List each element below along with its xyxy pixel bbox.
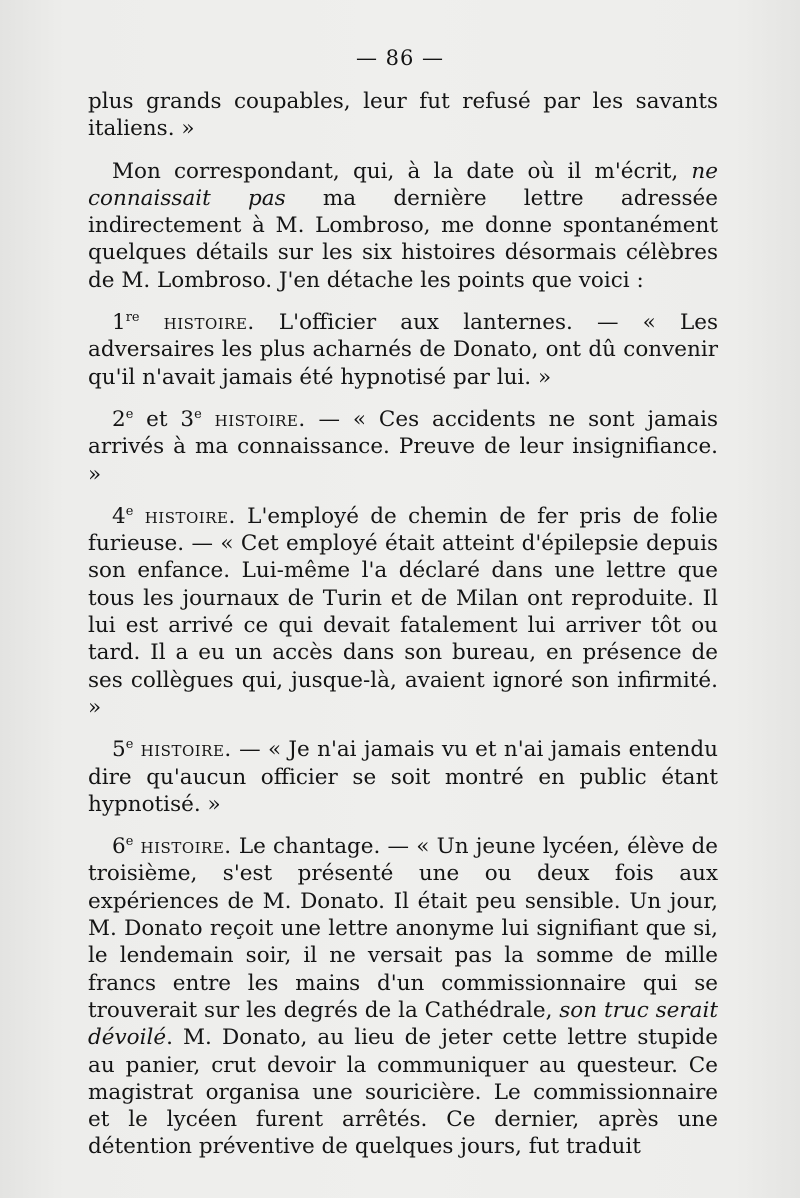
page-number: — 86 — [355,46,445,70]
paragraph-continuation: plus grands coupables, leur fut refusé par les savants italiens. » [88,89,718,142]
histoire-label: histoire. [214,406,306,432]
text-run: Le chantage. — « Un jeune lycéen, élève de troisième, s'est présenté une ou deux fois aux expériences de M. Donato. Il était peu sensible. Un jour, M. Donato reçoit une lettre anonyme lui signifiant que si, le lendemain soir, il ne versait pas la somme de mille francs entre les mains d'un commissionnaire qui se trouverait sur les degrés de la Cathédrale, [88,834,718,1023]
paragraph-correspondent [88,158,718,294]
emphasis: son truc serait dévoilé [88,997,718,1051]
histoire-label: histoire. [144,503,236,529]
ordinal-suffix: e [194,406,202,422]
text-run: — « Ces accidents ne sont jamais arrivés à ma connaissance. Preuve de leur insignifiance. » [88,406,718,487]
text-run: L'officier aux lanternes. — « Les adversaires les plus acharnés de Donato, ont dû convenir qu'il n'avait jamais été hypnotisé par lui. » [88,310,718,390]
ordinal-suffix: e [125,503,134,519]
ordinal: 3 [180,406,195,432]
paragraph-histoire-4 [88,503,718,721]
ordinal: 2 [112,406,126,432]
ordinal: 4 [112,503,126,529]
ordinal: 1 [112,310,126,336]
ordinal: 6 [112,834,126,860]
histoire-label: histoire. [163,310,255,336]
histoire-label: histoire. [140,737,232,763]
text-run: . M. Donato, au lieu de jeter cette lettre stupide au panier, crut devoir la communiquer au questeur. Ce magistrat organisa une souricière. Le commissionnaire et le lycéen furent arrêtés. Ce dernier, après une détention préventive de quelques jours, fut traduit [88,1025,718,1160]
ordinal-suffix: e [125,737,134,753]
paragraph-histoire-2-3 [88,406,718,488]
paragraph-histoire-1 [88,309,718,391]
text-run: Mon correspondant, qui, à la date où il m'écrit, [112,158,692,184]
paragraph-histoire-6 [88,833,718,1161]
paragraph-histoire-5 [88,736,718,818]
emphasis: ne connaissait pas [88,158,718,211]
body-text [88,88,718,1161]
text-run: et [133,406,181,432]
histoire-label: histoire. [140,834,232,860]
ordinal: 5 [112,737,126,763]
ordinal-suffix: e [125,406,134,422]
ordinal-suffix: e [125,833,134,849]
ordinal-suffix: re [125,309,140,325]
text-run: L'employé de chemin de fer pris de folie furieuse. — « Cet employé était atteint d'épilepsie depuis son enfance. Lui-même l'a déclaré dans une lettre que tous les journaux de Turin et de Milan ont reproduite. Il lui est arrivé ce qui devait fatalement lui arriver tôt ou tard. Il a eu un accès dans son bureau, en présence de ses collègues qui, jusque-là, avaient ignoré son infirmité. » [88,503,718,720]
text-run: ma dernière lettre adressée indirectement à M. Lombroso, me donne spontanément quelques détails sur les six histoires désormais célèbres de M. Lombroso. J'en détache les points que voici : [88,185,718,293]
text-run: — « Je n'ai jamais vu et n'ai jamais entendu dire qu'aucun officier se soit montré en public étant hypnotisé. » [88,737,718,817]
